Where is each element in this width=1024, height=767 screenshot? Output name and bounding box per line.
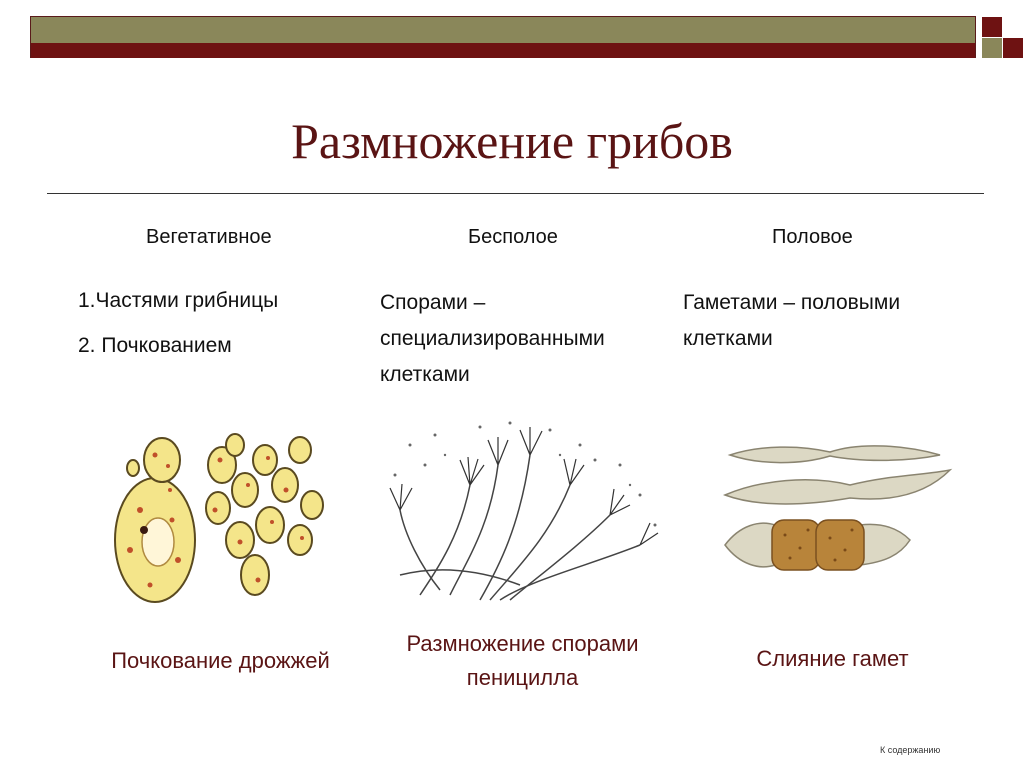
- top-decorative-bar: [30, 16, 976, 58]
- caption-penicillium: [385, 627, 660, 695]
- heading-asexual: Бесполое: [468, 226, 558, 248]
- text-line: 2. Почкованием: [78, 334, 232, 357]
- heading-sexual: Половое: [772, 226, 853, 248]
- corner-square-1: [981, 16, 1003, 38]
- corner-square-3: [1002, 37, 1024, 59]
- slide-title: Размножение грибов: [291, 113, 733, 169]
- caption-line: Слияние гамет: [756, 646, 909, 671]
- maroon-band: [31, 43, 975, 58]
- text-line: клетками: [380, 363, 470, 386]
- caption-line: пеницилла: [466, 665, 579, 690]
- text-line: Спорами –: [380, 291, 486, 314]
- yeast-budding-illustration: [100, 430, 350, 610]
- text-line: 1.Частями грибницы: [78, 289, 279, 312]
- penicillium-spores-illustration: [380, 415, 665, 605]
- heading-vegetative: Вегетативное: [146, 226, 272, 248]
- text-line: специализированными: [380, 327, 605, 350]
- caption-line: Почкование дрожжей: [111, 648, 330, 673]
- text-sexual: [683, 285, 900, 357]
- title-divider: [47, 193, 984, 194]
- corner-square-2: [981, 37, 1003, 59]
- text-line: Гаметами – половыми: [683, 291, 901, 314]
- caption-line: Размножение спорами: [406, 631, 639, 656]
- caption-yeast: [93, 644, 348, 678]
- text-line: клетками: [683, 327, 773, 350]
- caption-gametes: [730, 642, 935, 676]
- gamete-fusion-illustration: [720, 430, 955, 580]
- back-to-contents-link[interactable]: К содержанию: [880, 745, 941, 755]
- olive-band: [31, 17, 975, 43]
- text-vegetative: [78, 283, 278, 364]
- text-asexual: [380, 285, 605, 393]
